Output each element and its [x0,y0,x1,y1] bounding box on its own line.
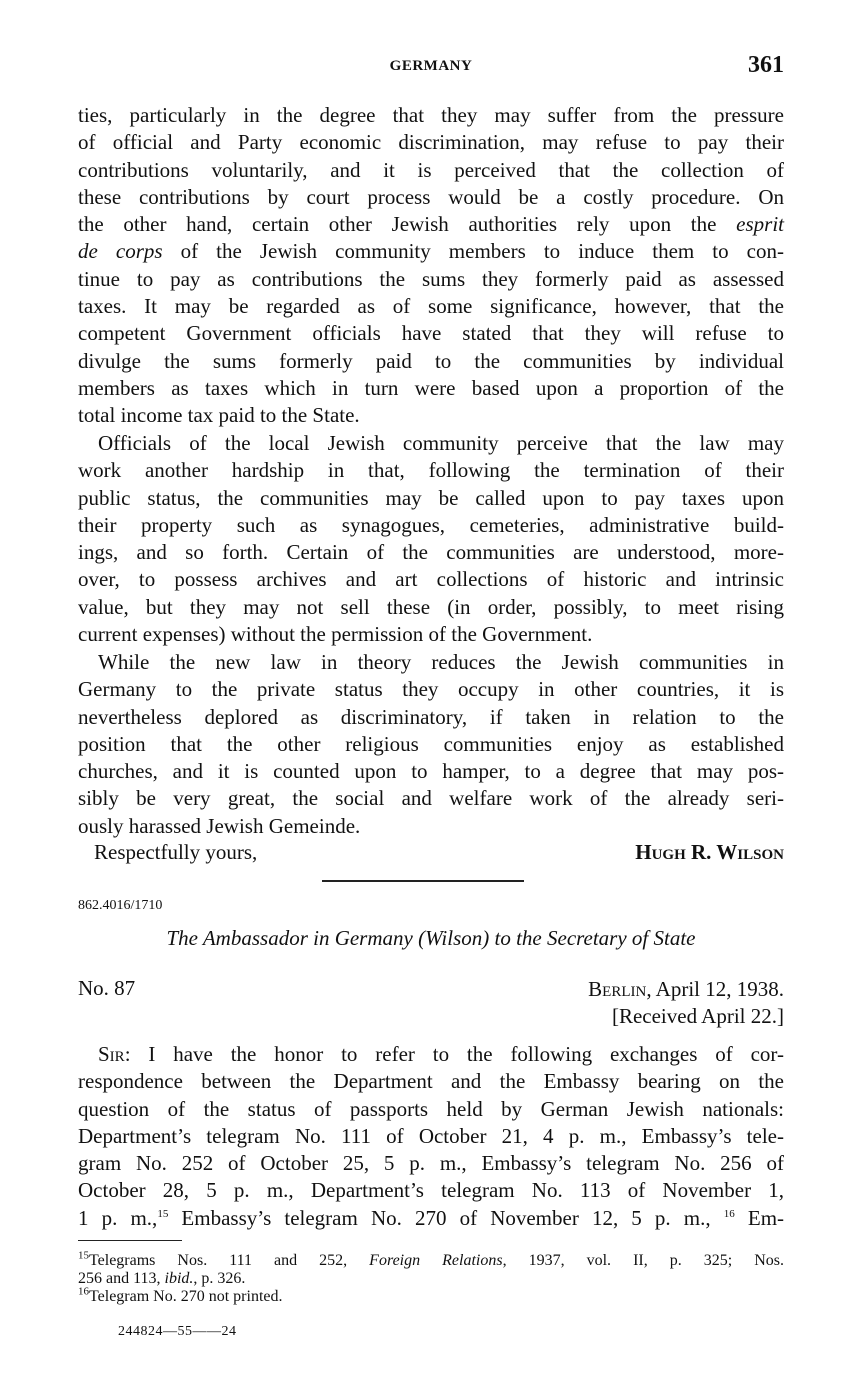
text-line: gram No. 252 of October 25, 5 p. m., Embassy’s telegram No. 256 of [78,1151,784,1176]
footnote-text: , p. 326. [193,1270,246,1287]
text-segment: of the Jewish community members to induce them to con- [162,239,784,264]
text-line: over, to possess archives and art collections of historic and intrinsic [78,567,784,592]
footnote-15 [78,1249,784,1270]
text-line [78,1041,784,1068]
paragraph-3 [78,649,784,840]
text-line: competent Government officials have stated that they will refuse to [78,321,784,346]
text-line: October 28, 5 p. m., Department’s telegram No. 113 of November 1, [78,1178,784,1203]
text-line: these contributions by court process would be a costly procedure. On [78,184,784,209]
received-line: [Received April 22.] [611,1004,784,1029]
footnote-16 [78,1285,784,1306]
document-number: No. 87 [78,976,136,1000]
footnote-text: , 1937, vol. [502,1252,634,1269]
text-segment: Embassy’s telegram No. 270 of November 12, 5 p. m., [168,1205,711,1230]
signatory-name: Hugh R. Wilson [635,840,784,864]
italic-term: de corps [78,239,163,264]
place: Berlin [588,977,647,1001]
text-line [78,238,784,265]
text-line: ously harassed Jewish Gemeinde. [78,813,361,838]
text-line: current expenses) without the permission of the Government. [78,622,593,647]
text-segment: : I have the honor to refer to the following exchanges of cor- [124,1042,784,1066]
footnote-ref[interactable]: 15 [157,1207,169,1220]
text-line: question of the status of passports held by German Jewish nationals: [78,1096,784,1121]
text-line: churches, and it is counted upon to hamper, to a degree that may pos- [78,759,784,784]
footnote-ref[interactable]: 16 [723,1207,735,1220]
text-segment: 1 p. m., [78,1205,158,1230]
footnote-text: Telegrams Nos. 111 and 252, [89,1252,370,1269]
footnote-text: Telegram No. 270 not printed. [89,1288,283,1305]
text-segment: Em- [734,1205,785,1230]
text-line: work another hardship in that, following the termination of their [78,458,784,483]
document-title: The Ambassador in Germany (Wilson) to the Secretary of State [166,926,696,950]
text-line: members as taxes which in turn were based upon a proportion of the [78,375,784,400]
text-line: respondence between the Department and the Embassy bearing on the [78,1069,784,1094]
letter-body [78,1041,784,1232]
italic-term: esprit [736,212,785,237]
text-segment: the other hand, certain other Jewish authorities rely upon the [78,212,717,237]
text-line: While the new law in theory reduces the Jewish communities in [98,650,784,674]
volume-numeral: II [633,1252,644,1269]
file-number: 862.4016/1710 [78,898,163,913]
date: , April 12, 1938. [646,977,784,1001]
text-line: value, but they may not sell these (in order, possibly, to meet rising [78,594,784,619]
text-line: nevertheless deplored as discriminatory, if taken in relation to the [78,704,784,729]
text-line: public status, the communities may be called upon to pay taxes upon [78,485,784,510]
footnotes [78,1249,784,1306]
italic-term: Foreign Relations [369,1252,503,1269]
footnote-mark: 15 [78,1249,89,1262]
closing: Respectfully yours, [94,840,258,864]
paragraph-1 [78,102,784,430]
text-line: taxes. It may be regarded as of some significance, however, that the [78,294,784,319]
text-line [78,1205,784,1232]
page-number: 361 [748,52,784,78]
paragraph-2 [78,430,784,648]
text-line: Germany to the private status they occupy in other countries, it is [78,677,784,702]
text-line: divulge the sums formerly paid to the communities by individual [78,348,784,373]
printer-mark: 244824—55——24 [118,1324,237,1339]
footnote-text: , p. 325; Nos. [643,1252,784,1269]
running-head: GERMANY [389,58,473,74]
text-line [78,211,784,238]
text-line: contributions voluntarily, and it is perceived that the collection of [78,157,784,182]
dateline [588,976,784,1031]
footnote-15-cont [78,1270,784,1288]
footnote-text: 256 and 113, [78,1270,165,1287]
footnote-rule [78,1240,182,1241]
salutation: Sir [98,1042,125,1066]
text-line: position that the other religious communities enjoy as established [78,731,784,756]
text-line: sibly be very great, the social and welfare work of the already seri- [78,786,784,811]
section-divider [322,880,524,882]
text-line: Officials of the local Jewish community perceive that the law may [98,431,784,455]
italic-term: ibid. [164,1270,194,1287]
text-line: tinue to pay as contributions the sums they formerly paid as assessed [78,266,784,291]
text-line: ings, and so forth. Certain of the communities are understood, more- [78,540,784,565]
date-line [588,976,784,1003]
text-line: of official and Party economic discrimination, may refuse to pay their [78,130,784,155]
page-header [78,52,784,82]
text-line: Department’s telegram No. 111 of October 21, 4 p. m., Embassy’s tele- [78,1123,784,1148]
text-line: their property such as synagogues, cemeteries, administrative build- [78,512,784,537]
footnote-mark: 16 [78,1285,89,1298]
text-line: total income tax paid to the State. [78,403,360,428]
text-line: ties, particularly in the degree that they may suffer from the pressure [78,103,784,127]
